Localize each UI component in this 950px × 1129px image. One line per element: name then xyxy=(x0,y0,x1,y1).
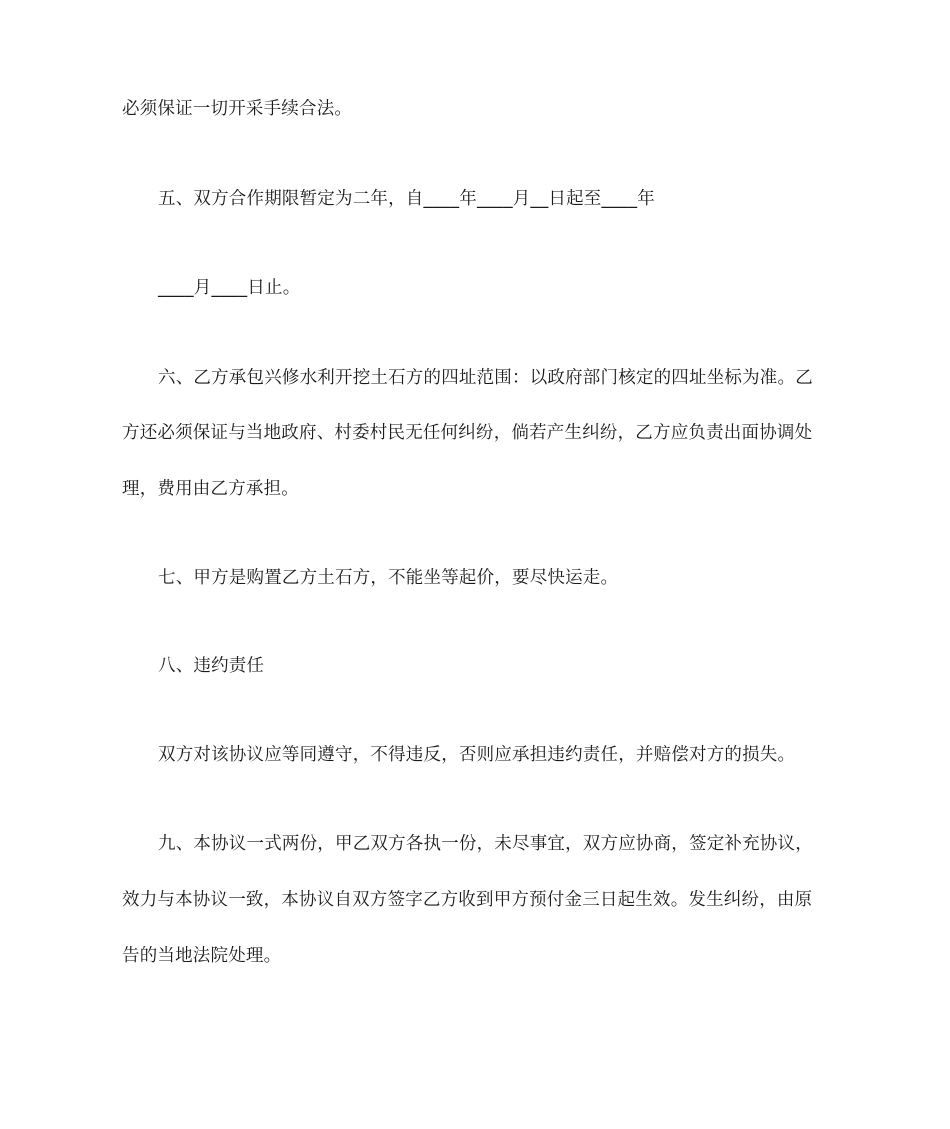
paragraph-line: 七、甲方是购置乙方土石方，不能坐等起价，要尽快运走。 xyxy=(158,568,619,588)
paragraph-line: 理，费用由乙方承担。 xyxy=(122,479,299,499)
paragraph-line: 六、乙方承包兴修水利开挖土石方的四址范围：以政府部门核定的四址坐标为准。乙 xyxy=(158,368,813,388)
paragraph-line: 方还必须保证与当地政府、村委村民无任何纠纷，倘若产生纠纷，乙方应负责出面协调处 xyxy=(122,423,813,443)
paragraph-line: ____月____日止。 xyxy=(158,278,301,298)
section-heading: 八、违约责任 xyxy=(158,656,265,676)
paragraph-line: 告的当地法院处理。 xyxy=(122,946,282,966)
paragraph-line: 双方对该协议应等同遵守，不得违反，否则应承担违约责任，并赔偿对方的损失。 xyxy=(158,745,796,765)
paragraph-line: 效力与本协议一致，本协议自双方签字乙方收到甲方预付金三日起生效。发生纠纷，由原 xyxy=(122,890,813,910)
paragraph-line: 九、本协议一式两份，甲乙双方各执一份，未尽事宜，双方应协商，签定补充协议， xyxy=(158,834,813,854)
paragraph-line: 五、双方合作期限暂定为二年，自____年____月__日起至____年 xyxy=(158,189,655,209)
paragraph-line: 必须保证一切开采手续合法。 xyxy=(122,99,353,119)
